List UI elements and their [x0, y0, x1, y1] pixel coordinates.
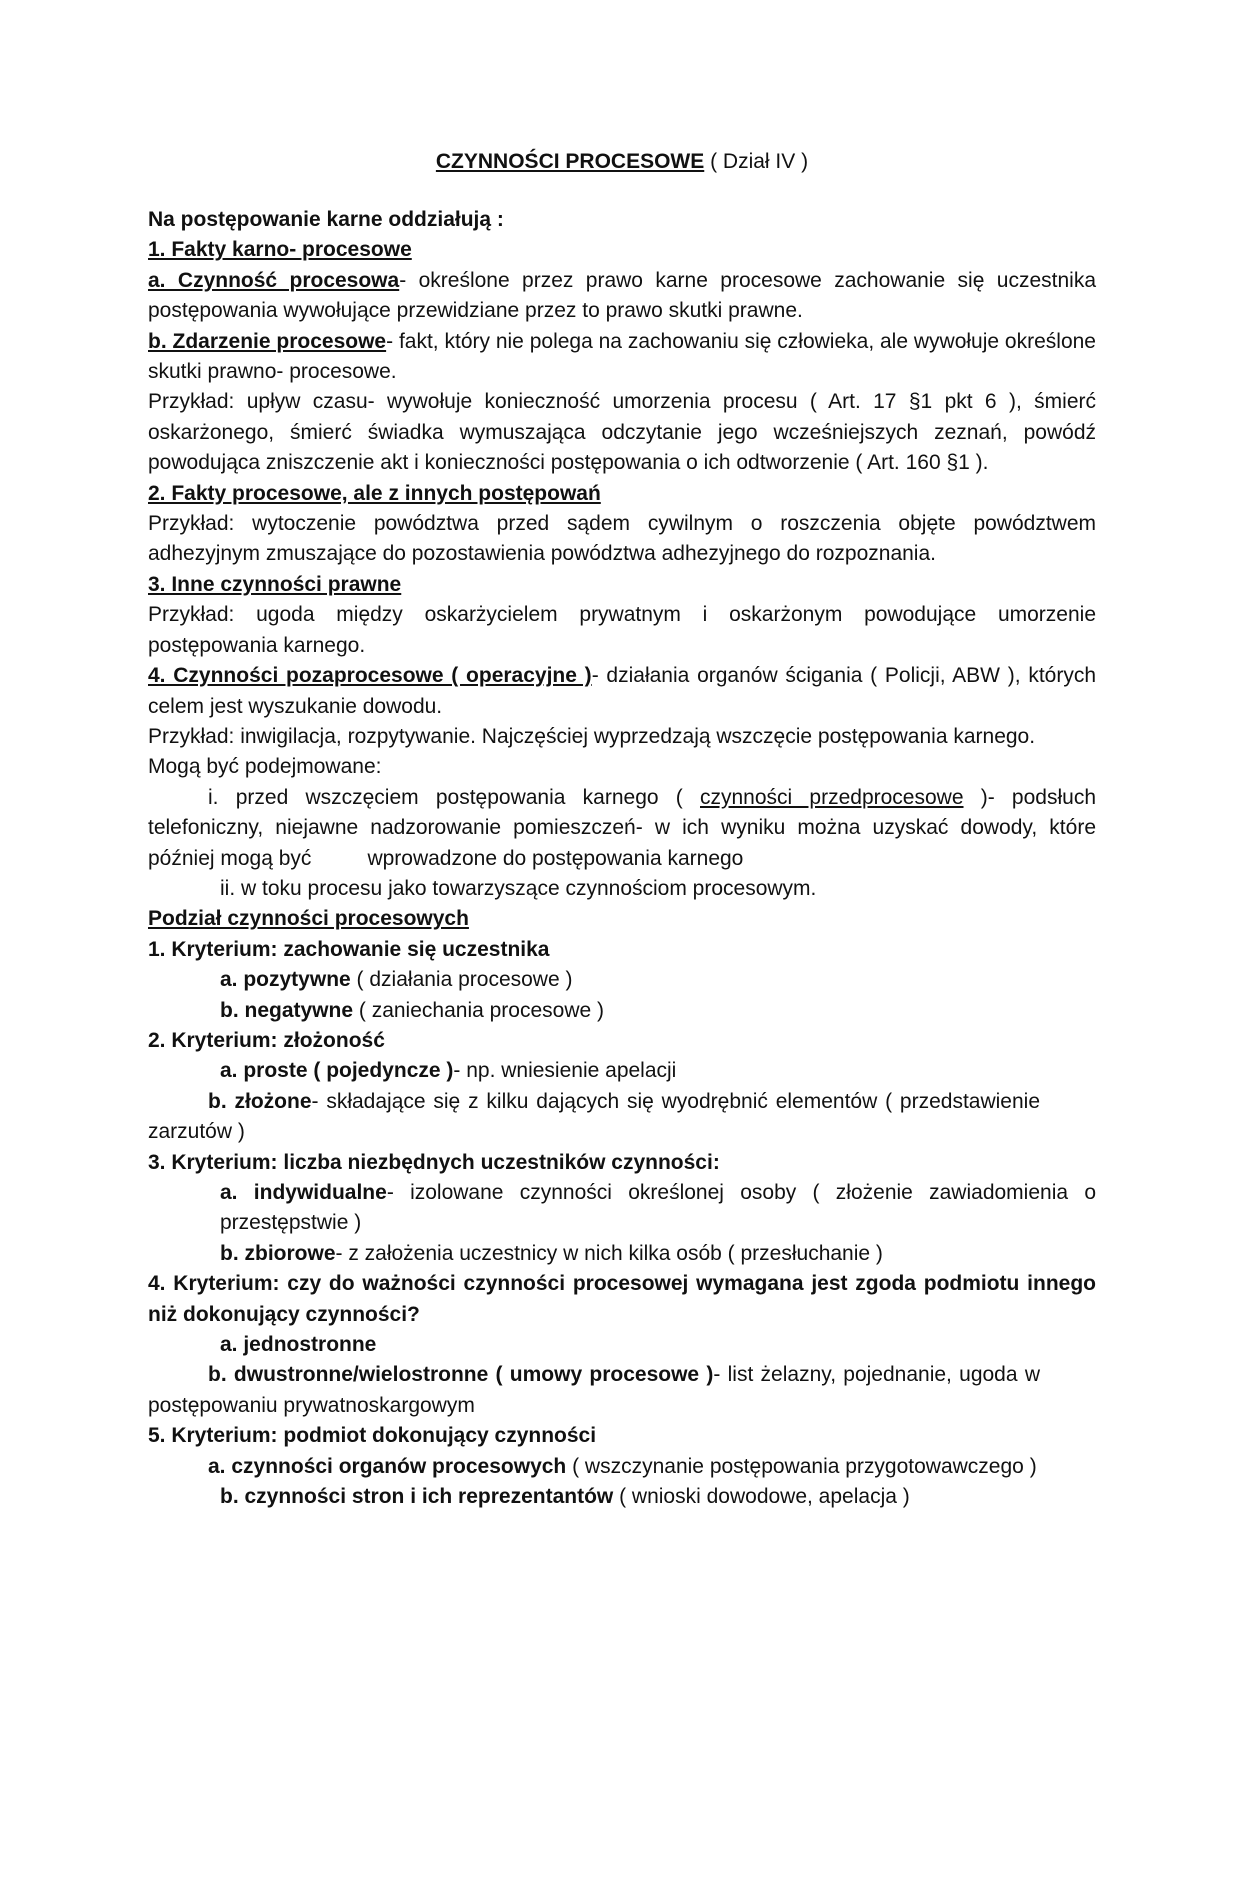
section-4-heading: 4. Czynności pozaprocesowe ( operacyjne ): [148, 664, 592, 688]
section-1a-label: a. Czynność procesowa: [148, 268, 400, 292]
criterion-2b-label: b. złożone: [208, 1089, 312, 1113]
section-2-example: Przykład: wytoczenie powództwa przed sądem cywilnym o roszczenia objęte powództwem adhezyjnym zmuszające do pozostawienia powództwa adhezyjnego do rozpoznania.: [148, 512, 1096, 566]
intro-heading: Na postępowanie karne oddziałują :: [148, 208, 504, 231]
criterion-5b-text: ( wnioski dowodowe, apelacja ): [619, 1485, 910, 1509]
criterion-4: 4. Kryterium: czy do ważności czynności procesowej wymagana jest zgoda podmiotu innego niż dokonujący czynności?: [148, 1272, 1096, 1326]
criterion-1b: [148, 996, 1096, 1026]
criterion-5a-text: ( wszczynanie postępowania przygotowawczego: [572, 1454, 1024, 1478]
document-body: [148, 205, 1096, 1512]
section-1a-paragraph: [148, 266, 1096, 327]
section-1-heading: 1. Fakty karno- procesowe: [148, 238, 412, 262]
criterion-1: 1. Kryterium: zachowanie się uczestnika: [148, 937, 550, 961]
document-title: [148, 147, 1096, 177]
criterion-2: 2. Kryterium: złożoność: [148, 1028, 385, 1052]
criterion-3a-text: - izolowane czynności określonej osoby ( złożenie zawiadomienia o przestępstwie ): [220, 1181, 1096, 1235]
criterion-2a: [148, 1056, 1096, 1086]
criterion-4b-text: - list żelazny, pojednanie, ugoda: [713, 1363, 1018, 1387]
criterion-1a-label: a. pozytywne: [220, 968, 351, 992]
criterion-3b: [148, 1239, 1096, 1269]
criterion-3b-text: - z założenia uczestnicy w nich kilka osób ( przesłuchanie ): [335, 1241, 883, 1265]
section-1b-text: - fakt, który nie polega na zachowaniu się człowieka, ale wywołuje określone skutki prawno- procesowe.: [148, 329, 1096, 384]
criterion-1a: [148, 965, 1096, 995]
criterion-2a-text: - np. wniesienie apelacji: [453, 1059, 677, 1083]
title-main: CZYNNOŚCI PROCESOWE: [435, 150, 705, 173]
section-3-example: Przykład: ugoda między oskarżycielem prywatnym i oskarżonym powodujące umorzenie postępowania karnego.: [148, 603, 1096, 657]
criterion-2b: [148, 1087, 1096, 1148]
criterion-5b: [148, 1482, 1096, 1512]
title-sub: ( Dział IV ): [710, 150, 809, 173]
item-i-end: wprowadzone do postępowania karnego: [367, 846, 744, 870]
section-4-paragraph: [148, 661, 1096, 722]
section-4-text: - działania organów ścigania ( Policji, ABW ), których celem jest wyszukanie dowodu.: [148, 664, 1097, 718]
criterion-5a-label: a. czynności organów procesowych: [208, 1454, 567, 1478]
criterion-3a-label: a. indywidualne: [220, 1181, 387, 1204]
section-2-heading: 2. Fakty procesowe, ale z innych postępowań: [148, 481, 601, 505]
criterion-3a: [148, 1178, 1096, 1239]
criterion-4b-w: w: [1024, 1363, 1040, 1387]
section-4-item-ii: ii. w toku procesu jako towarzyszące czynnościom procesowym.: [220, 876, 817, 900]
item-i-mid: )- podsłuch telefoniczny, niejawne nadzorowanie pomieszczeń- w ich wyniku można uzyskać dowody, które później mogą być: [148, 785, 1096, 870]
section-4-may: Mogą być podejmowane:: [148, 755, 382, 779]
criterion-2a-label: a. proste ( pojedyncze ): [220, 1059, 454, 1083]
criterion-4b-text-end: postępowaniu prywatnoskargowym: [148, 1393, 475, 1417]
criterion-3b-label: b. zbiorowe: [220, 1241, 336, 1265]
section-3-heading: 3. Inne czynności prawne: [148, 572, 402, 596]
section-1b-paragraph: [148, 327, 1096, 388]
document-page: [0, 147, 1240, 1901]
item-i-underlined: czynności przedprocesowe: [700, 785, 964, 809]
section-1b-label: b. Zdarzenie procesowe: [148, 329, 387, 353]
criterion-5: 5. Kryterium: podmiot dokonujący czynności: [148, 1424, 597, 1448]
section-1-example: Przykład: upływ czasu- wywołuje konieczność umorzenia procesu ( Art. 17 §1 pkt 6 ), śmierć oskarżonego, śmierć świadka wymuszająca odczytanie jego wcześniejszych zeznań, powódź powodująca zniszczenie akt i konieczności postępowania o ich odtworzenie ( Art. 160 §1 ).: [148, 390, 1096, 475]
criterion-1a-text: ( działania procesowe ): [356, 968, 573, 992]
item-i-start: i. przed wszczęciem postępowania karnego (: [208, 785, 683, 809]
criterion-2b-text-end: zarzutów ): [148, 1120, 245, 1144]
division-heading: Podział czynności procesowych: [148, 907, 469, 931]
criterion-5a-text-end: ): [1029, 1454, 1037, 1478]
criterion-1b-label: b. negatywne: [220, 998, 354, 1022]
criterion-1b-text: ( zaniechania procesowe ): [358, 998, 605, 1022]
criterion-4b: [148, 1360, 1096, 1421]
criterion-4a: a. jednostronne: [220, 1333, 377, 1357]
criterion-5b-label: b. czynności stron i ich reprezentantów: [220, 1485, 614, 1509]
criterion-5a: [148, 1452, 1096, 1482]
criterion-3: 3. Kryterium: liczba niezbędnych uczestników czynności:: [148, 1150, 720, 1174]
section-4-item-i: [148, 783, 1096, 874]
criterion-2b-text: - składające się z kilku dających się wyodrębnić elementów ( przedstawienie: [311, 1089, 1040, 1113]
criterion-4b-label: b. dwustronne/wielostronne ( umowy procesowe ): [208, 1363, 714, 1387]
section-1a-text: - określone przez prawo karne procesowe zachowanie się uczestnika postępowania wywołujące przewidziane przez to prawo skutki prawne.: [148, 268, 1097, 323]
section-4-example: Przykład: inwigilacja, rozpytywanie. Najczęściej wyprzedzają wszczęcie postępowania karnego.: [148, 724, 1036, 748]
